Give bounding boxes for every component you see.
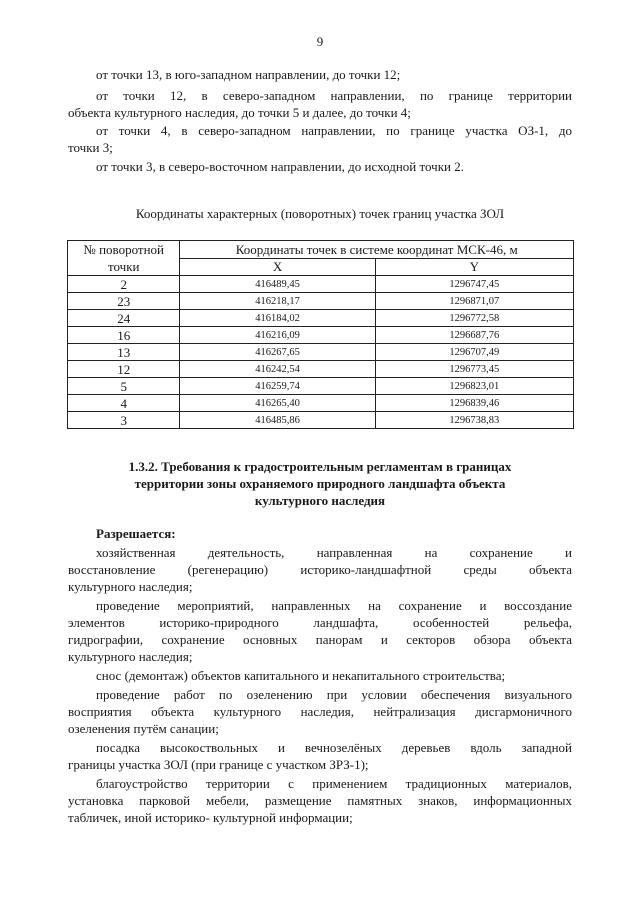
list-item: восприятия объекта культурного наследия, нейтрализация дисгармоничного (68, 704, 572, 719)
header-point-number: № поворотной точки (68, 241, 180, 276)
table-row (68, 378, 574, 395)
list-item: культурного наследия; (68, 579, 193, 594)
header-y: Y (375, 258, 573, 276)
point-number: 3 (68, 412, 180, 429)
table-header-row (68, 241, 574, 259)
coord-x: 416267,65 (180, 344, 375, 361)
point-number: 24 (68, 310, 180, 327)
intro-line-3: объекта культурного наследия, до точки 5 и далее, до точки 4; (68, 105, 411, 120)
list-item: благоустройство территории с применением традиционных материалов, (96, 776, 572, 791)
list-item: проведение работ по озеленению при условии обеспечения визуального (96, 687, 572, 702)
point-number: 23 (68, 293, 180, 310)
coord-y: 1296772,58 (375, 310, 573, 327)
section-title-line: территории зоны охраняемого природного ландшафта объекта (134, 476, 506, 491)
point-number: 5 (68, 378, 180, 395)
coord-y: 1296773,45 (375, 361, 573, 378)
list-item: границы участка ЗОЛ (при границе с участком ЗРЗ-1); (68, 757, 369, 772)
header-x: X (180, 258, 375, 276)
point-number: 12 (68, 361, 180, 378)
table-row (68, 344, 574, 361)
table-row (68, 276, 574, 293)
list-item: гидрографии, сохранение основных панорам и секторов обзора объекта (68, 632, 572, 647)
coord-y: 1296707,49 (375, 344, 573, 361)
table-row (68, 293, 574, 310)
table-title: Координаты характерных (поворотных) точек границ участка ЗОЛ (135, 206, 505, 221)
list-item: озеленения путём санации; (68, 721, 219, 736)
coord-x: 416216,09 (180, 327, 375, 344)
coordinates-table (67, 240, 574, 429)
header-coordinates: Координаты точек в системе координат МСК-46, м (180, 241, 574, 259)
table-row (68, 310, 574, 327)
coord-x: 416485,86 (180, 412, 375, 429)
table-row (68, 395, 574, 412)
list-item: проведение мероприятий, направленных на сохранение и воссоздание (96, 598, 572, 613)
coord-x: 416242,54 (180, 361, 375, 378)
coord-x: 416265,40 (180, 395, 375, 412)
intro-line-4: от точки 4, в северо-западном направлении, по границе участка ОЗ-1, до (96, 123, 572, 138)
coord-y: 1296839,46 (375, 395, 573, 412)
list-item: посадка высокоствольных и вечнозелёных деревьев вдоль западной (96, 740, 572, 755)
coord-y: 1296747,45 (375, 276, 573, 293)
point-number: 13 (68, 344, 180, 361)
list-item: установка парковой мебели, размещение памятных знаков, информационных (68, 793, 572, 808)
intro-line-6: от точки 3, в северо-восточном направлении, до исходной точки 2. (96, 159, 464, 174)
list-item: снос (демонтаж) объектов капитального и некапитального строительства; (96, 668, 506, 683)
coord-x: 416489,45 (180, 276, 375, 293)
coord-x: 416259,74 (180, 378, 375, 395)
page-number: 9 (316, 34, 324, 49)
coord-y: 1296738,83 (375, 412, 573, 429)
list-item: культурного наследия; (68, 649, 193, 664)
list-item: элементов историко-природного ландшафта, особенностей рельефа, (68, 615, 572, 630)
coord-y: 1296871,07 (375, 293, 573, 310)
table-row (68, 361, 574, 378)
table-row (68, 327, 574, 344)
coord-y: 1296823,01 (375, 378, 573, 395)
point-number: 4 (68, 395, 180, 412)
coord-x: 416184,02 (180, 310, 375, 327)
list-item: хозяйственная деятельность, направленная на сохранение и (96, 545, 572, 560)
intro-line-5: точки 3; (68, 140, 113, 155)
intro-line-1: от точки 13, в юго-западном направлении, до точки 12; (96, 67, 401, 82)
section-title (68, 458, 572, 509)
intro-line-2: от точки 12, в северо-западном направлении, по границе территории (96, 88, 572, 103)
coord-x: 416218,17 (180, 293, 375, 310)
point-number: 2 (68, 276, 180, 293)
list-item: табличек, иной историко- культурной информации; (68, 810, 353, 825)
allowed-label: Разрешается: (96, 526, 176, 541)
coord-y: 1296687,76 (375, 327, 573, 344)
list-item: восстановление (регенерацию) историко-ландшафтной среды объекта (68, 562, 572, 577)
section-title-line: культурного наследия (254, 493, 386, 508)
table-row (68, 412, 574, 429)
point-number: 16 (68, 327, 180, 344)
section-title-line: 1.3.2. Требования к градостроительным регламентам в границах (128, 459, 512, 474)
